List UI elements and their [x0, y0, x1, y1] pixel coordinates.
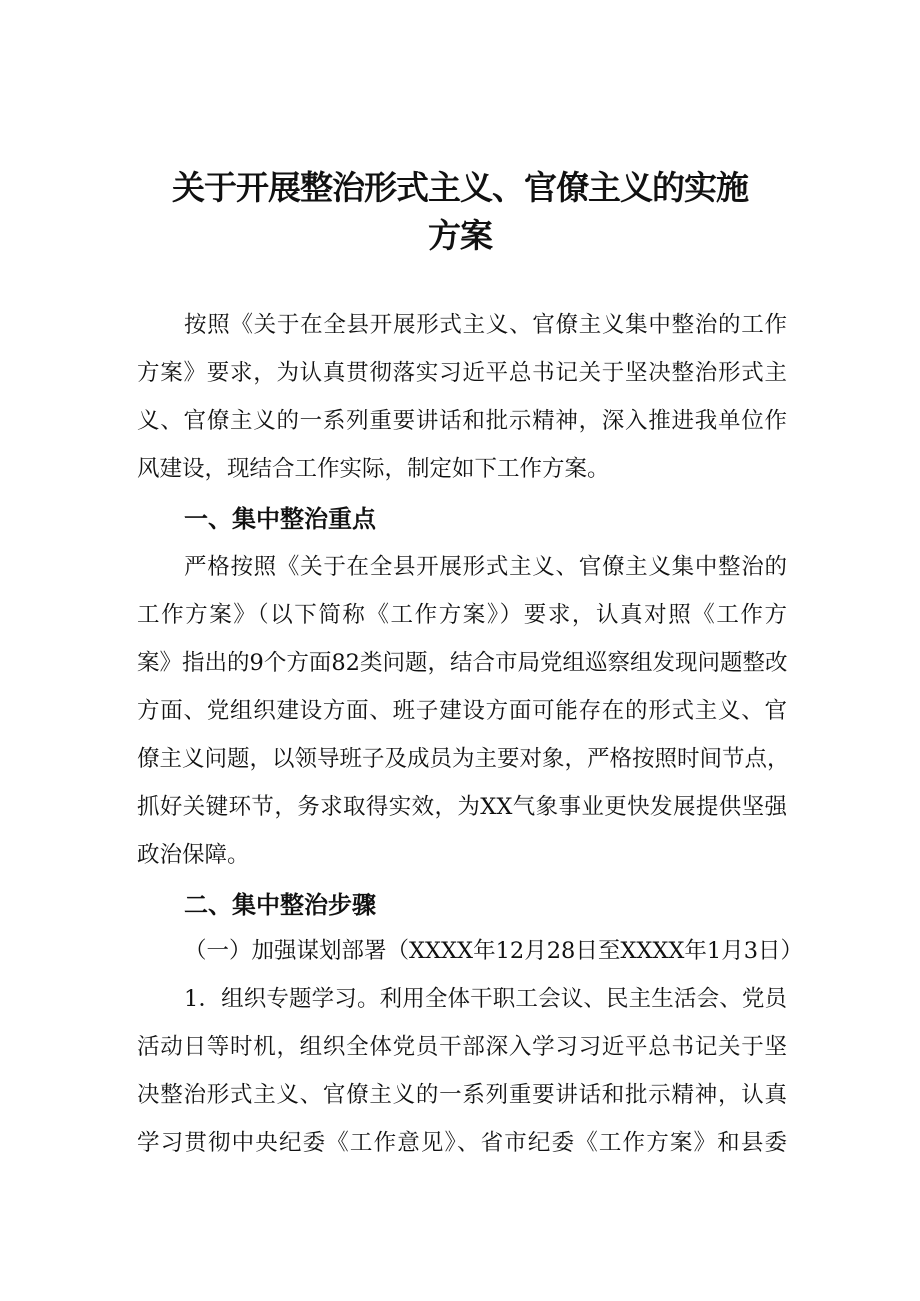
intro-paragraph-line: 风建设，现结合工作实际，制定如下工作方案。	[137, 456, 610, 482]
document-title-line-2: 方案	[428, 216, 492, 255]
section-1-paragraph-line: 政治保障。	[137, 842, 250, 868]
section-1-paragraph-line: 僚主义问题，以领导班子及成员为主要对象，严格按照时间节点，	[137, 746, 790, 772]
section-2-paragraph-line: 学习贯彻中央纪委《工作意见》、省市纪委《工作方案》和县委	[137, 1130, 787, 1156]
intro-paragraph-line: 按照《关于在全县开展形式主义、官僚主义集中整治的工作	[184, 312, 787, 338]
intro-paragraph-line: 方案》要求，为认真贯彻落实习近平总书记关于坚决整治形式主	[137, 360, 787, 386]
section-2-paragraph-line: 活动日等时机，组织全体党员干部深入学习习近平总书记关于坚	[137, 1034, 787, 1060]
section-1-paragraph-line: 案》指出的9个方面82类问题，结合市局党组巡察组发现问题整改	[137, 650, 788, 676]
document-title-line-1: 关于开展整治形式主义、官僚主义的实施	[172, 168, 748, 207]
section-2-paragraph-line: 决整治形式主义、官僚主义的一系列重要讲话和批示精神，认真	[137, 1082, 787, 1108]
section-1-paragraph-line: 工作方案》（以下简称《工作方案》）要求，认真对照《工作方	[137, 602, 787, 628]
section-1-paragraph-line: 抓好关键环节，务求取得实效，为XX气象事业更快发展提供坚强	[137, 794, 787, 820]
section-1-heading: 一、集中整治重点	[184, 505, 376, 533]
intro-paragraph-line: 义、官僚主义的一系列重要讲话和批示精神，深入推进我单位作	[137, 408, 787, 434]
section-1-paragraph-line: 严格按照《关于在全县开展形式主义、官僚主义集中整治的	[184, 554, 787, 580]
section-2-heading: 二、集中整治步骤	[184, 891, 376, 919]
section-1-paragraph-line: 方面、党组织建设方面、班子建设方面可能存在的形式主义、官	[137, 698, 787, 724]
section-2-paragraph-line: 1．组织专题学习。利用全体干职工会议、民主生活会、党员	[184, 986, 787, 1012]
section-2-subheading: （一）加强谋划部署（XXXX年12月28日至XXXX年1月3日）	[184, 938, 804, 964]
